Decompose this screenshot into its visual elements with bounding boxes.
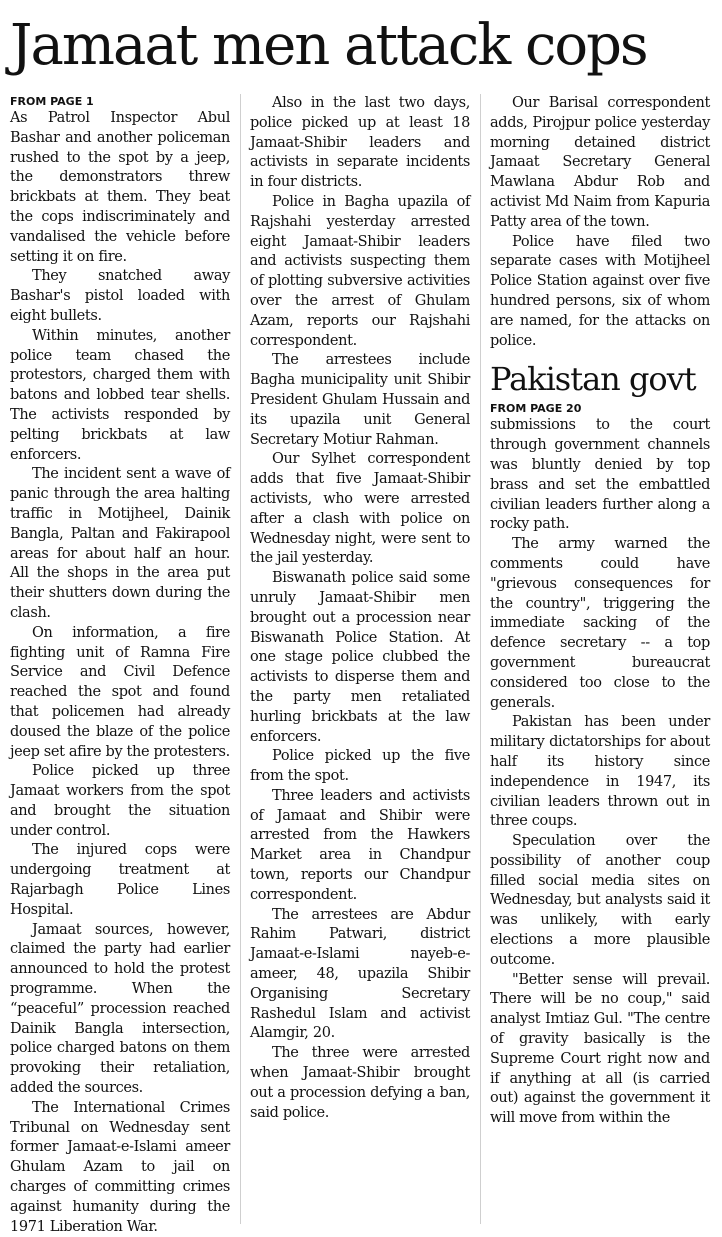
paragraph: The International Crimes Tribunal on Wednesday sent former Jamaat-e-Islami ameer Ghulam Azam to jail on charges of committing crimes against humanity during the 1971 Liberation War.	[10, 1099, 230, 1235]
column-rule	[480, 94, 481, 1224]
paragraph: "Better sense will prevail. There will be no coup," said analyst Imtiaz Gul. "The centre of gravity basically is the Supreme Court right now and if anything at all (is carried out) against the government it will move from within the	[490, 971, 710, 1127]
paragraph: The injured cops were undergoing treatment at Rajarbagh Police Lines Hospital.	[10, 842, 230, 918]
headline: Jamaat men attack cops	[10, 13, 647, 78]
paragraph: The three were arrested when Jamaat-Shibir brought out a procession defying a ban, said police.	[250, 1045, 470, 1121]
paragraph: Our Barisal correspondent adds, Pirojpur police yesterday morning detained district Jamaat Secretary General Mawlana Abdur Rob and activist Md Naim from Kapuria Patty area of the town.	[490, 95, 710, 230]
paragraph: Biswanath police said some unruly Jamaat-Shibir men brought out a procession near Biswanath Police Station. At one stage police clubbed the activists to disperse them and the party men retaliated hurling brickbats at the law enforcers.	[250, 570, 470, 745]
paragraph: Within minutes, another police team chased the protestors, charged them with batons and lobbed tear shells. The activists responded by pelting brickbats at law enforcers.	[10, 327, 230, 463]
paragraph: The arrestees are Abdur Rahim Patwari, district Jamaat-e-Islami nayeb-e-ameer, 48, upazila Shibir Organising Secretary Rashedul Islam and activist Alamgir, 20.	[250, 906, 470, 1042]
paragraph: Speculation over the possibility of another coup filled social media sites on Wednesday, but analysts said it was unlikely, with early elections a more plausible outcome.	[490, 833, 710, 968]
paragraph: submissions to the court through government channels was bluntly denied by top brass and set the embattled civilian leaders further along a rocky path.	[490, 417, 710, 533]
paragraph: Pakistan has been under military dictatorships for about half its history since independence in 1947, its civilian leaders thrown out in three coups.	[490, 714, 710, 830]
paragraph: Police picked up the five from the spot.	[250, 748, 470, 785]
column-3	[490, 94, 710, 1224]
column-2	[250, 94, 470, 1224]
paragraph: The incident sent a wave of panic through the area halting traffic in Motijheel, Dainik Bangla, Paltan and Fakirapool areas for about half an hour. All the shops in the area put their shutters down during the clash.	[10, 466, 230, 621]
section-headline: Pakistan govt	[490, 360, 696, 399]
paragraph: Police have filed two separate cases with Motijheel Police Station against over five hundred persons, six of whom are named, for the attacks on police.	[490, 233, 710, 349]
paragraph: Police picked up three Jamaat workers from the spot and brought the situation under control.	[10, 763, 230, 839]
column-rule	[240, 94, 241, 1224]
paragraph: Three leaders and activists of Jamaat and Shibir were arrested from the Hawkers Market area in Chandpur town, reports our Chandpur correspondent.	[250, 787, 470, 903]
paragraph: They snatched away Bashar's pistol loaded with eight bullets.	[10, 268, 230, 324]
paragraph: Our Sylhet correspondent adds that five Jamaat-Shibir activists, who were arrested after a clash with police on Wednesday night, were sent to the jail yesterday.	[250, 451, 470, 567]
paragraph: Also in the last two days, police picked up at least 18 Jamaat-Shibir leaders and activists in separate incidents in four districts.	[250, 95, 470, 191]
jump-kicker: FROM PAGE 1	[10, 95, 94, 108]
paragraph: On information, a fire fighting unit of Ramna Fire Service and Civil Defence reached the spot and found that policemen had already doused the blaze of the police jeep set afire by the protesters.	[10, 624, 230, 760]
paragraph: The army warned the comments could have "grievous consequences for the country", triggering the immediate sacking of the defence secretary -- a top government bureaucrat considered too close to the generals.	[490, 536, 710, 711]
paragraph: As Patrol Inspector Abul Bashar and another policeman rushed to the spot by a jeep, the demonstrators threw brickbats at them. They beat the cops indiscriminately and vandalised the vehicle before setting it on fire.	[10, 110, 230, 265]
paragraph: The arrestees include Bagha municipality unit Shibir President Ghulam Hussain and its upazila unit General Secretary Motiur Rahman.	[250, 352, 470, 448]
jump-kicker: FROM PAGE 20	[490, 402, 582, 416]
paragraph: Police in Bagha upazila of Rajshahi yesterday arrested eight Jamaat-Shibir leaders and activists suspecting them of plotting subversive activities over the arrest of Ghulam Azam, reports our Rajshahi correspondent.	[250, 193, 470, 349]
paragraph: Jamaat sources, however, claimed the party had earlier announced to hold the protest programme. When the “peaceful” procession reached Dainik Bangla intersection, police charged batons on them provoking their retaliation, added the sources.	[10, 921, 230, 1097]
column-1	[10, 94, 230, 1235]
